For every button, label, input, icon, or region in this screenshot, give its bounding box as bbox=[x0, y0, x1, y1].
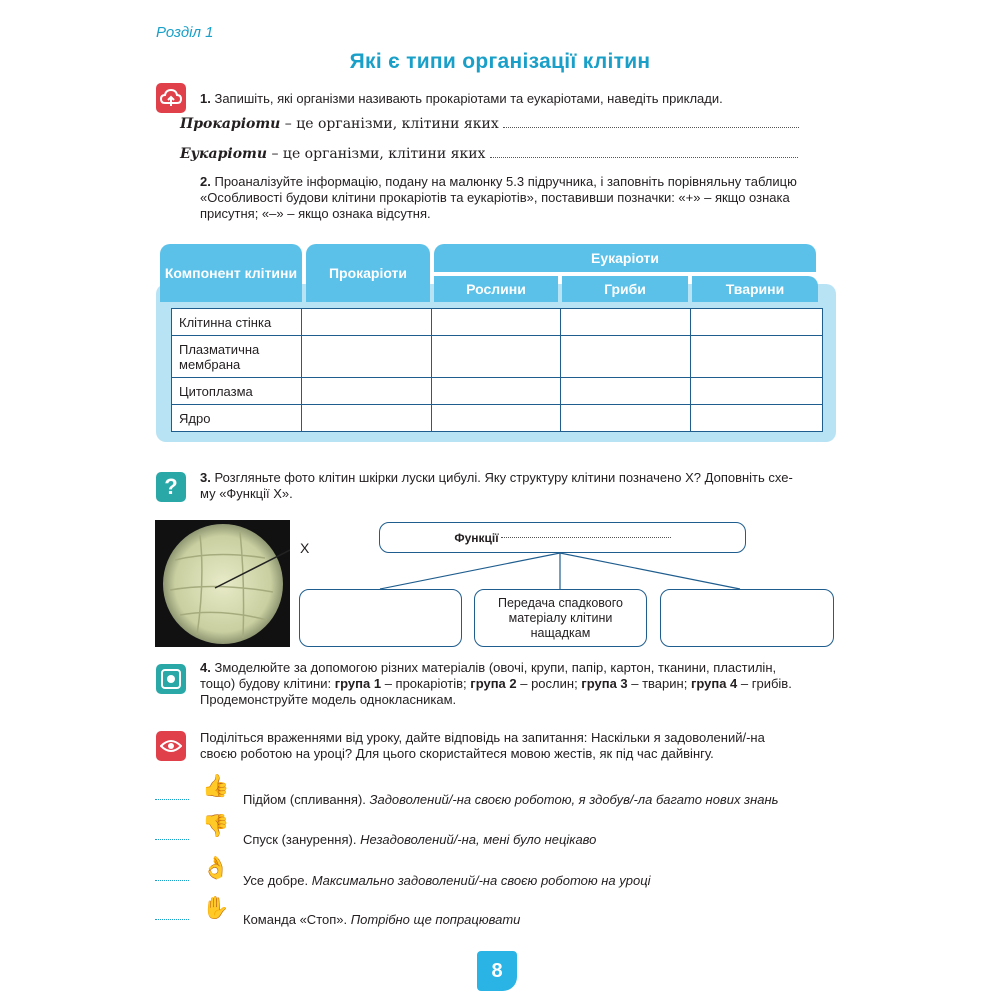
stop-hand-icon: ✋ bbox=[202, 895, 230, 920]
eukaryotes-line bbox=[180, 146, 840, 162]
table-row bbox=[172, 378, 823, 405]
gesture-answer-field[interactable] bbox=[155, 839, 189, 840]
page-number: 8 bbox=[477, 951, 517, 991]
upload-cloud-icon bbox=[156, 83, 186, 113]
functions-answer-field[interactable] bbox=[501, 537, 671, 538]
gesture-name: Спуск (занурення). bbox=[243, 832, 357, 847]
task2-text bbox=[200, 174, 840, 222]
gesture-name: Підйом (спливання). bbox=[243, 792, 366, 807]
task4-number: 4. bbox=[200, 660, 211, 675]
gesture-row bbox=[243, 873, 651, 888]
thumb-up-icon: 👍 bbox=[202, 773, 230, 798]
table-cell[interactable] bbox=[561, 405, 691, 432]
task1-text bbox=[200, 91, 723, 107]
task1-instruction: Запишіть, які організми називають прокаріотами та еукаріотами, наведіть приклади. bbox=[214, 91, 723, 106]
table-cell[interactable] bbox=[691, 309, 823, 336]
gesture-answer-field[interactable] bbox=[155, 799, 189, 800]
task4-line2-start: тощо) будову клітини: bbox=[200, 676, 335, 691]
gesture-desc: Потрібно ще попрацювати bbox=[350, 912, 521, 927]
table-cell[interactable] bbox=[691, 405, 823, 432]
table-cell[interactable] bbox=[301, 378, 431, 405]
row-label: Клітинна стінка bbox=[172, 309, 302, 336]
gesture-row bbox=[243, 832, 596, 847]
functions-title-box bbox=[379, 522, 746, 553]
group3-label: група 3 bbox=[581, 676, 628, 691]
group1-label: група 1 bbox=[334, 676, 382, 691]
gesture-answer-field[interactable] bbox=[155, 919, 189, 920]
header-fungi: Гриби bbox=[562, 276, 688, 302]
task2-line2: «Особливості будови клітини прокаріотів та еукаріотів», поставивши позначки: «+» – якщо ознака bbox=[200, 190, 790, 205]
table-row bbox=[172, 336, 823, 378]
header-prokaryotes: Прокаріоти bbox=[306, 244, 430, 302]
task3-line1: Розгляньте фото клітин шкірки луски цибулі. Яку структуру клітини позначено Х? Доповніть схе- bbox=[214, 470, 793, 485]
function-box-center: Передача спадкового матеріалу клітини нащадкам bbox=[474, 589, 647, 647]
group4-label: група 4 bbox=[690, 676, 738, 691]
ok-hand-icon: 👌 bbox=[202, 855, 230, 880]
question-icon: ? bbox=[156, 472, 186, 502]
group1-text: – прокаріотів; bbox=[381, 676, 471, 691]
header-component: Компонент клітини bbox=[160, 244, 302, 302]
task4-text bbox=[200, 660, 840, 708]
table-cell[interactable] bbox=[301, 336, 431, 378]
table-cell[interactable] bbox=[431, 336, 561, 378]
eukaryotes-answer-field[interactable] bbox=[490, 157, 798, 158]
group3-text: – тварин; bbox=[627, 676, 691, 691]
prokaryotes-rest: – це організми, клітини яких bbox=[284, 116, 499, 132]
reflection-text bbox=[200, 730, 840, 762]
task2-line3: присутня; «–» – якщо ознака відсутня. bbox=[200, 206, 431, 221]
group2-label: група 2 bbox=[470, 676, 517, 691]
gesture-name: Команда «Стоп». bbox=[243, 912, 348, 927]
task1-number: 1. bbox=[200, 91, 211, 106]
thumb-down-icon: 👎 bbox=[202, 813, 230, 838]
task2-line1: Проаналізуйте інформацію, подану на малюнку 5.3 підручника, і заповніть порівняльну таблицю bbox=[214, 174, 797, 189]
gesture-answer-field[interactable] bbox=[155, 880, 189, 881]
function-box-left[interactable] bbox=[299, 589, 462, 647]
page-title: Які є типи організації клітин bbox=[349, 50, 651, 73]
gesture-row bbox=[243, 792, 778, 807]
eukaryotes-rest: – це організми, клітини яких bbox=[271, 146, 486, 162]
comparison-table bbox=[171, 308, 823, 432]
reflection-line1: Поділіться враженнями від уроку, дайте відповідь на запитання: Наскільки я задоволений/-на bbox=[200, 730, 765, 745]
task4-line3: Продемонструйте модель однокласникам. bbox=[200, 692, 457, 707]
section-label: Розділ 1 bbox=[156, 24, 214, 41]
prokaryotes-answer-field[interactable] bbox=[503, 127, 799, 128]
gesture-name: Усе добре. bbox=[243, 873, 309, 888]
task2-number: 2. bbox=[200, 174, 211, 189]
gesture-desc: Незадоволений/-на, мені було нецікаво bbox=[360, 832, 597, 847]
task3-number: 3. bbox=[200, 470, 211, 485]
model-icon bbox=[156, 664, 186, 694]
header-eukaryotes: Еукаріоти bbox=[434, 244, 816, 272]
functions-title: Функції bbox=[454, 530, 499, 545]
table-row bbox=[172, 405, 823, 432]
table-cell[interactable] bbox=[561, 378, 691, 405]
table-cell[interactable] bbox=[561, 309, 691, 336]
row-label: Цитоплазма bbox=[172, 378, 302, 405]
table-cell[interactable] bbox=[561, 336, 691, 378]
header-plants: Рослини bbox=[434, 276, 558, 302]
eukaryotes-term: Еукаріоти bbox=[180, 146, 268, 162]
function-box-right[interactable] bbox=[660, 589, 834, 647]
table-cell[interactable] bbox=[431, 309, 561, 336]
reflection-line2: своєю роботою на уроці? Для цього скористайтеся мовою жестів, як під час дайвінгу. bbox=[200, 746, 714, 761]
header-animals: Тварини bbox=[692, 276, 818, 302]
table-cell[interactable] bbox=[301, 309, 431, 336]
task4-line2 bbox=[200, 676, 840, 692]
table-cell[interactable] bbox=[691, 378, 823, 405]
gesture-desc: Задоволений/-на своєю роботою, я здобув/-ла багато нових знань bbox=[369, 792, 779, 807]
photo-label-x: Х bbox=[300, 540, 310, 556]
eye-icon bbox=[156, 731, 186, 761]
group4-text: – грибів. bbox=[737, 676, 792, 691]
table-row bbox=[172, 309, 823, 336]
table-cell[interactable] bbox=[301, 405, 431, 432]
row-label: Плазматична мембрана bbox=[172, 336, 302, 378]
scheme-connectors bbox=[300, 553, 840, 593]
table-cell[interactable] bbox=[691, 336, 823, 378]
onion-cells-photo bbox=[155, 520, 290, 647]
gesture-desc: Максимально задоволений/-на своєю роботою на уроці bbox=[311, 873, 651, 888]
task3-line2: му «Функції Х». bbox=[200, 486, 293, 501]
gesture-row bbox=[243, 912, 520, 927]
prokaryotes-term: Прокаріоти bbox=[180, 116, 281, 132]
group2-text: – рослин; bbox=[516, 676, 582, 691]
table-cell[interactable] bbox=[431, 405, 561, 432]
task3-text bbox=[200, 470, 840, 502]
table-cell[interactable] bbox=[431, 378, 561, 405]
task4-line1: Змоделюйте за допомогою різних матеріалів (овочі, крупи, папір, картон, тканини, пластилін, bbox=[214, 660, 777, 675]
row-label: Ядро bbox=[172, 405, 302, 432]
prokaryotes-line bbox=[180, 116, 840, 132]
